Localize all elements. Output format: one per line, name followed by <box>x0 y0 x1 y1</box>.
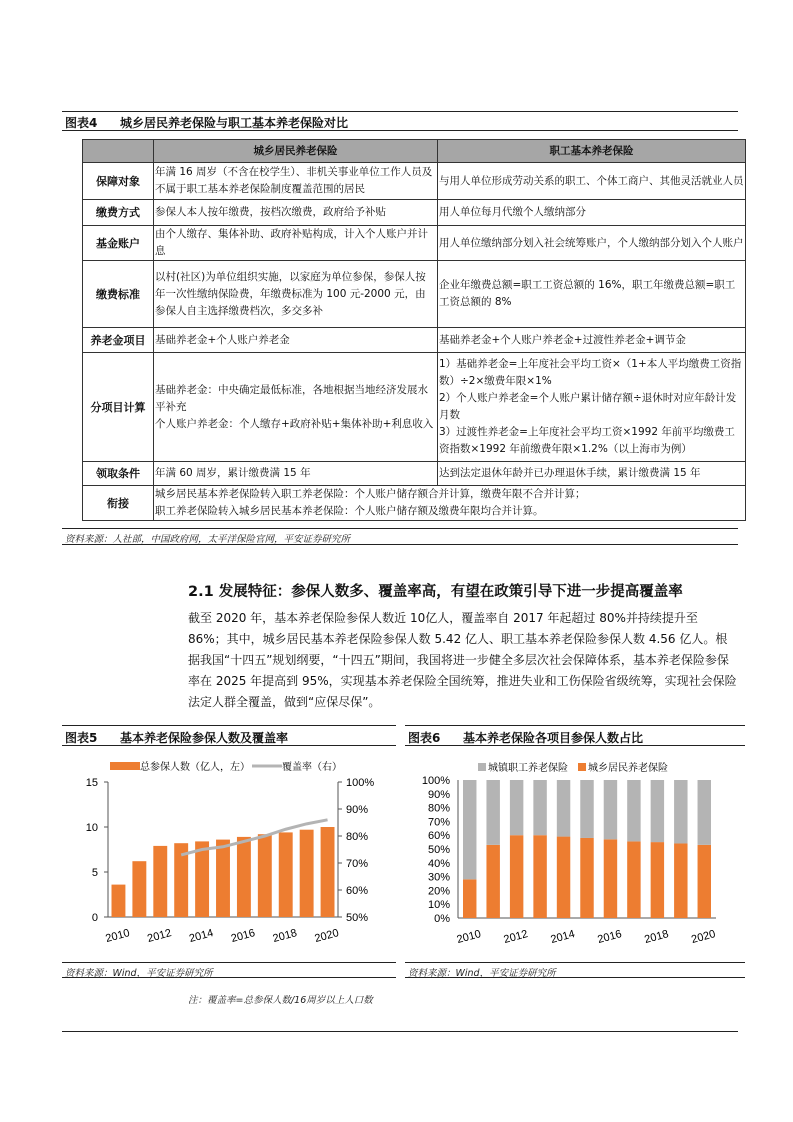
fig4-title <box>65 114 348 131</box>
bar-participants <box>216 840 230 917</box>
bar-participants <box>112 885 126 917</box>
bar-employee <box>463 780 476 879</box>
fig6-source: 资料来源：Wind，平安证券研究所 <box>408 968 556 979</box>
y-tick-label: 70% <box>427 816 450 829</box>
x-tick-label: 2014 <box>187 927 215 946</box>
divider <box>62 977 396 978</box>
cell-employee: 用人单位每月代缴个人缴纳部分 <box>438 200 746 226</box>
y-tick-label: 50% <box>427 844 450 856</box>
fig5-number: 图表5 <box>65 731 98 745</box>
bar-participants <box>153 846 167 917</box>
row-label: 缴费方式 <box>83 200 154 226</box>
bar-employee <box>604 780 617 839</box>
divider <box>62 544 738 545</box>
bar-employee <box>557 780 570 837</box>
x-tick-label: 2010 <box>104 927 132 946</box>
table-row <box>83 353 746 462</box>
bar-employee <box>651 780 664 842</box>
y2-tick-label: 70% <box>346 858 369 870</box>
x-tick-label: 2018 <box>643 928 670 947</box>
table-row <box>83 261 746 328</box>
y-tick-label: 0% <box>434 913 450 925</box>
bar-employee <box>486 780 499 845</box>
bar-participants <box>321 827 335 917</box>
header-col2: 职工基本养老保险 <box>438 140 746 163</box>
fig6-title <box>408 729 643 746</box>
y-tick-label: 90% <box>427 788 450 801</box>
bar-employee <box>674 780 687 843</box>
x-tick-label: 2012 <box>146 927 173 946</box>
fig6-title-text: 基本养老保险各项目参保人数占比 <box>463 731 644 745</box>
bar-resident <box>651 842 664 918</box>
header-empty <box>83 140 154 163</box>
y2-tick-label: 100% <box>346 777 375 789</box>
y-tick-label: 10 <box>85 822 98 834</box>
bar-resident <box>627 841 640 918</box>
divider <box>62 745 396 746</box>
cell-resident: 年满 60 周岁，累计缴费满 15 年 <box>154 462 438 486</box>
table-header-row <box>83 140 746 163</box>
fig5-source: 资料来源：Wind，平安证券研究所 <box>65 968 213 979</box>
section-body: 截至 2020 年，基本养老保险参保人数近 10亿人，覆盖率自 2017 年起超过 80%并持续提升至 86%；其中，城乡居民基本养老保险参保人数 5.42 亿人、职工基本养老保险参保人数 4.56 亿人。根据我国“十四五”规划纲要，“十四五”期间，我国将进一步健全多层次社会保障体系，基本养老保险参保率在 2025 年提高到 95%，实现基本养老保险全国统筹，推进失业和工伤保险省级统筹，实现社会保险法定人群全覆盖，做到“应保尽保”。 <box>188 611 737 709</box>
table-row <box>83 486 746 521</box>
cell-merged: 城乡居民基本养老保险转入职工养老保险：个人账户储存额合并计算，缴费年限不合并计算； 职工养老保险转入城乡居民基本养老保险：个人账户储存额及缴费年限均合并计算。 <box>154 486 746 521</box>
y-tick-label: 15 <box>85 777 98 789</box>
x-tick-label: 2016 <box>229 927 257 946</box>
divider <box>405 962 745 963</box>
legend-label-employee: 城镇职工养老保险 <box>488 763 568 774</box>
y-tick-label: 80% <box>427 802 450 815</box>
cell-employee: 达到法定退休年龄并已办理退休手续，累计缴费满 15 年 <box>438 462 746 486</box>
bar-participants <box>279 832 293 917</box>
legend-label-participants: 总参保人数（亿人，左） <box>140 762 250 773</box>
y-tick-label: 10% <box>427 899 450 912</box>
y-tick-label: 30% <box>427 871 450 884</box>
bar-resident <box>510 835 523 918</box>
divider <box>405 977 745 978</box>
comparison-table <box>82 139 746 521</box>
y2-tick-label: 80% <box>346 831 369 843</box>
bar-participants <box>300 830 314 917</box>
cell-employee: 1）基础养老金=上年度社会平均工资×（1+本人平均缴费工资指数）÷2×缴费年限×1% 2）个人账户养老金=个人账户累计储存额÷退休时对应年龄计发月数 3）过渡性养老金=上年度社会平均工资×1992 年前平均缴费工资指数×1992 年前缴费年限×1.2%（以上海市为例） <box>438 353 746 462</box>
bar-employee <box>510 780 523 835</box>
divider <box>62 130 738 131</box>
row-label: 缴费标准 <box>83 261 154 328</box>
y-tick-label: 60% <box>427 830 450 843</box>
bar-employee <box>533 780 546 835</box>
header-col1: 城乡居民养老保险 <box>154 140 438 163</box>
bar-participants <box>195 841 209 917</box>
fig6-number: 图表6 <box>408 731 441 745</box>
chart-participants-coverage <box>60 750 400 950</box>
x-tick-label: 2018 <box>271 927 299 946</box>
row-label: 保障对象 <box>83 163 154 200</box>
cell-resident: 以村(社区)为单位组织实施，以家庭为单位参保，参保人按年一次性缴纳保险费，年缴费标准为 100 元-2000 元，由参保人自主选择缴费档次，多交多补 <box>154 261 438 328</box>
table-row <box>83 462 746 486</box>
chart-share-by-scheme <box>400 750 745 950</box>
x-tick-label: 2020 <box>313 927 341 946</box>
cell-employee: 基础养老金+个人账户养老金+过渡性养老金+调节金 <box>438 328 746 353</box>
bar-resident <box>580 838 593 918</box>
divider <box>62 111 738 112</box>
y2-tick-label: 50% <box>346 912 369 924</box>
section-heading: 2.1 发展特征：参保人数多、覆盖率高，有望在政策引导下进一步提高覆盖率 <box>188 584 683 600</box>
cell-resident: 参保人本人按年缴费，按档次缴费，政府给予补贴 <box>154 200 438 226</box>
table-row <box>83 226 746 261</box>
y-tick-label: 20% <box>427 885 450 898</box>
fig4-title-text: 城乡居民养老保险与职工基本养老保险对比 <box>120 116 349 130</box>
bar-resident <box>674 843 687 918</box>
divider <box>62 962 396 963</box>
footer-divider <box>62 1031 738 1032</box>
fig5-title <box>65 729 288 746</box>
y-tick-label: 100% <box>421 775 450 787</box>
legend-swatch-employee <box>478 763 486 771</box>
y-tick-label: 5 <box>91 867 98 879</box>
cell-employee: 与用人单位形成劳动关系的职工、个体工商户、其他灵活就业人员 <box>438 163 746 200</box>
table-row <box>83 328 746 353</box>
y-tick-label: 0 <box>91 912 98 924</box>
x-tick-label: 2014 <box>549 928 577 947</box>
bar-resident <box>557 837 570 918</box>
x-tick-label: 2016 <box>596 928 624 947</box>
table-row <box>83 163 746 200</box>
legend-label-coverage: 覆盖率（右） <box>282 762 342 773</box>
legend-swatch-participants <box>110 762 140 770</box>
bar-employee <box>580 780 593 838</box>
bar-resident <box>463 879 476 918</box>
row-label: 基金账户 <box>83 226 154 261</box>
y2-tick-label: 90% <box>346 804 369 816</box>
fig5-title-text: 基本养老保险参保人数及覆盖率 <box>120 731 289 745</box>
fig5-note: 注：覆盖率=总参保人数/16周岁以上人口数 <box>188 995 373 1006</box>
bar-employee <box>698 780 711 845</box>
fig4-source: 资料来源：人社部，中国政府网，太平洋保险官网，平安证券研究所 <box>65 534 351 545</box>
legend-label-resident: 城乡居民养老保险 <box>588 763 668 774</box>
bar-resident <box>533 835 546 918</box>
row-label: 衔接 <box>83 486 154 521</box>
cell-resident: 由个人缴存、集体补助、政府补贴构成，计入个人账户并计息 <box>154 226 438 261</box>
bar-participants <box>132 861 146 917</box>
bar-participants <box>258 834 272 917</box>
x-tick-label: 2012 <box>502 928 530 947</box>
bar-employee <box>627 780 640 841</box>
y-tick-label: 40% <box>427 857 450 870</box>
legend-swatch-resident <box>578 763 586 771</box>
fig4-number: 图表4 <box>65 116 98 130</box>
divider <box>405 725 745 726</box>
cell-employee: 企业年缴费总额=职工工资总额的 16%，职工年缴费总额=职工工资总额的 8% <box>438 261 746 328</box>
divider <box>62 725 396 726</box>
cell-resident: 基础养老金：中央确定最低标准，各地根据当地经济发展水平补充 个人账户养老金：个人缴存+政府补贴+集体补助+利息收入 <box>154 353 438 462</box>
cell-resident: 基础养老金+个人账户养老金 <box>154 328 438 353</box>
bar-resident <box>604 839 617 918</box>
x-tick-label: 2010 <box>455 928 483 947</box>
bar-participants <box>237 837 251 917</box>
x-tick-label: 2020 <box>690 928 717 947</box>
row-label: 分项目计算 <box>83 353 154 462</box>
y2-tick-label: 60% <box>346 885 369 897</box>
divider <box>62 528 738 529</box>
row-label: 养老金项目 <box>83 328 154 353</box>
cell-employee: 用人单位缴纳部分划入社会统筹账户，个人缴纳部分划入个人账户 <box>438 226 746 261</box>
bar-resident <box>698 845 711 918</box>
divider <box>405 745 745 746</box>
row-label: 领取条件 <box>83 462 154 486</box>
cell-resident: 年满 16 周岁（不含在校学生）、非机关事业单位工作人员及不属于职工基本养老保险制度覆盖范围的居民 <box>154 163 438 200</box>
bar-resident <box>486 845 499 918</box>
table-row <box>83 200 746 226</box>
